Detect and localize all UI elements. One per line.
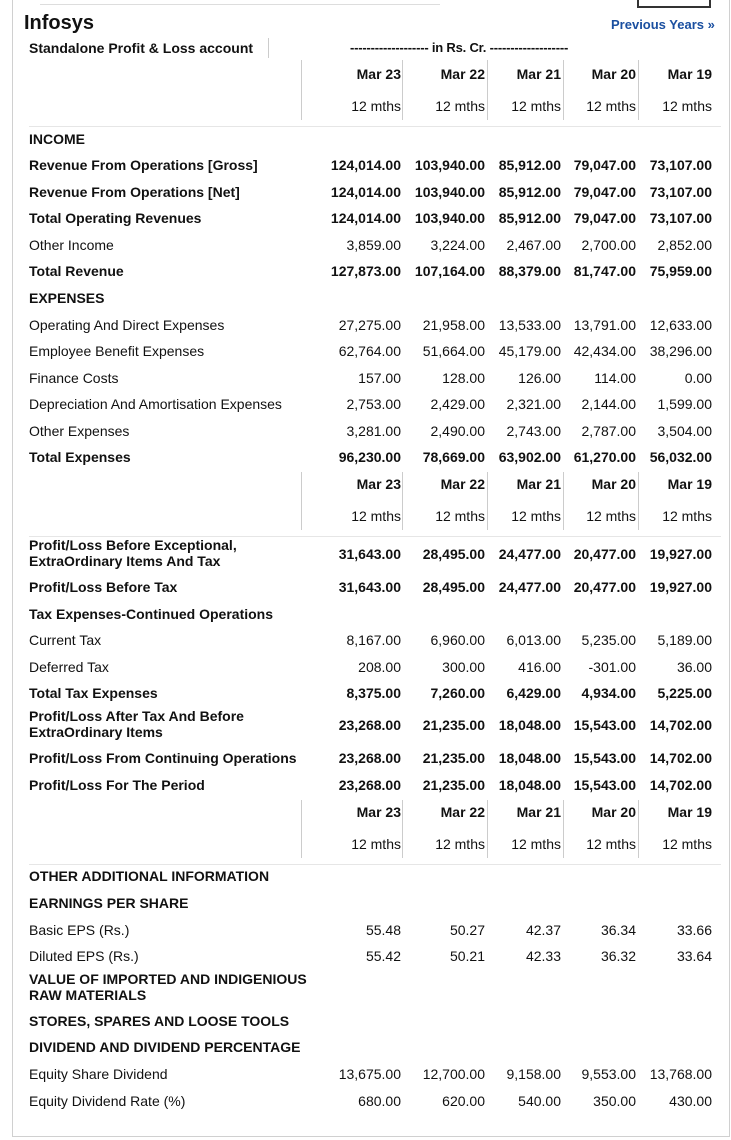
row-value: 38,296.00	[649, 343, 712, 359]
row-label: INCOME	[29, 131, 85, 147]
period-header: Mar 19	[667, 476, 712, 492]
row-value: 73,107.00	[649, 184, 712, 200]
row-value: -301.00	[588, 659, 636, 675]
title-divider	[268, 38, 269, 58]
row-value: 9,553.00	[581, 1066, 636, 1082]
period-header: Mar 22	[440, 804, 485, 820]
row-label: STORES, SPARES AND LOOSE TOOLS	[29, 1013, 290, 1029]
row-value: 14,702.00	[649, 717, 712, 733]
row-value: 45,179.00	[498, 343, 561, 359]
header-rule	[29, 864, 721, 865]
row-label: Tax Expenses-Continued Operations	[29, 606, 274, 622]
row-value: 33.64	[676, 948, 712, 964]
row-value: 23,268.00	[338, 777, 401, 793]
row-value: 50.27	[449, 922, 485, 938]
table-row	[29, 422, 721, 440]
row-value: 2,490.00	[430, 423, 485, 439]
duration-header: 12 mths	[435, 508, 485, 524]
row-value: 51,664.00	[422, 343, 485, 359]
row-value: 3,224.00	[430, 237, 485, 253]
row-label: Total Expenses	[29, 449, 131, 465]
row-label: Equity Share Dividend	[29, 1066, 168, 1082]
duration-header: 12 mths	[351, 98, 401, 114]
row-value: 128.00	[442, 370, 485, 386]
row-value: 19,927.00	[649, 546, 712, 562]
row-value: 79,047.00	[573, 184, 636, 200]
row-label: Diluted EPS (Rs.)	[29, 948, 139, 964]
table-row	[29, 921, 721, 939]
row-value: 13,768.00	[649, 1066, 712, 1082]
table-row	[29, 776, 721, 794]
table-row	[29, 1092, 721, 1110]
row-value: 18,048.00	[498, 750, 561, 766]
row-value: 50.21	[449, 948, 485, 964]
row-value: 2,144.00	[581, 396, 636, 412]
duration-header: 12 mths	[662, 98, 712, 114]
row-value: 27,275.00	[338, 317, 401, 333]
row-value: 15,543.00	[573, 777, 636, 793]
table-row	[29, 209, 721, 227]
row-label: Basic EPS (Rs.)	[29, 922, 130, 938]
row-label: Deferred Tax	[29, 659, 109, 675]
table-row	[29, 971, 721, 1005]
table-row	[29, 130, 721, 148]
table-row	[29, 395, 721, 413]
row-value: 13,533.00	[498, 317, 561, 333]
row-value: 23,268.00	[338, 717, 401, 733]
row-label: Profit/Loss Before Tax	[29, 579, 178, 595]
period-header: Mar 23	[356, 476, 401, 492]
row-value: 23,268.00	[338, 750, 401, 766]
row-value: 127,873.00	[330, 263, 401, 279]
row-value: 36.34	[600, 922, 636, 938]
row-value: 15,543.00	[573, 717, 636, 733]
row-value: 2,321.00	[506, 396, 561, 412]
row-value: 31,643.00	[338, 546, 401, 562]
row-value: 24,477.00	[498, 579, 561, 595]
duration-header: 12 mths	[435, 98, 485, 114]
row-value: 28,495.00	[422, 546, 485, 562]
row-label: Current Tax	[29, 632, 102, 648]
row-label: Finance Costs	[29, 370, 119, 386]
duration-header: 12 mths	[662, 508, 712, 524]
table-row	[29, 236, 721, 254]
row-value: 5,225.00	[657, 685, 712, 701]
row-value: 85,912.00	[498, 210, 561, 226]
top-divider	[40, 0, 440, 5]
row-value: 88,379.00	[498, 263, 561, 279]
row-value: 350.00	[593, 1093, 636, 1109]
row-value: 15,543.00	[573, 750, 636, 766]
row-value: 24,477.00	[498, 546, 561, 562]
row-value: 28,495.00	[422, 579, 485, 595]
row-value: 7,260.00	[430, 685, 485, 701]
period-header: Mar 22	[440, 66, 485, 82]
row-value: 75,959.00	[649, 263, 712, 279]
row-value: 14,702.00	[649, 750, 712, 766]
row-value: 430.00	[669, 1093, 712, 1109]
row-value: 63,902.00	[498, 449, 561, 465]
row-value: 20,477.00	[573, 579, 636, 595]
row-value: 416.00	[518, 659, 561, 675]
row-value: 8,375.00	[346, 685, 401, 701]
duration-header: 12 mths	[662, 836, 712, 852]
row-label: EARNINGS PER SHARE	[29, 895, 189, 911]
row-value: 6,429.00	[506, 685, 561, 701]
row-value: 20,477.00	[573, 546, 636, 562]
row-value: 3,504.00	[657, 423, 712, 439]
row-value: 2,429.00	[430, 396, 485, 412]
table-row	[29, 947, 721, 965]
row-value: 107,164.00	[414, 263, 485, 279]
statement-title: Standalone Profit & Loss account	[29, 40, 254, 56]
table-row	[29, 578, 721, 596]
row-value: 62,764.00	[338, 343, 401, 359]
period-header: Mar 23	[356, 804, 401, 820]
row-value: 3,859.00	[346, 237, 401, 253]
row-value: 33.66	[676, 922, 712, 938]
row-value: 79,047.00	[573, 210, 636, 226]
table-row	[29, 867, 721, 885]
row-value: 103,940.00	[414, 184, 485, 200]
table-row	[29, 1038, 721, 1056]
row-label: Profit/Loss After Tax And Before ExtraOrdinary Items	[29, 708, 244, 740]
row-label: Employee Benefit Expenses	[29, 343, 205, 359]
row-value: 620.00	[442, 1093, 485, 1109]
table-row	[29, 605, 721, 623]
row-label: EXPENSES	[29, 290, 105, 306]
row-value: 126.00	[518, 370, 561, 386]
row-value: 56,032.00	[649, 449, 712, 465]
row-value: 19,927.00	[649, 579, 712, 595]
row-value: 36.32	[600, 948, 636, 964]
header-rule	[29, 126, 721, 127]
row-value: 103,940.00	[414, 210, 485, 226]
period-header: Mar 19	[667, 804, 712, 820]
duration-header-row	[29, 98, 721, 114]
row-value: 680.00	[358, 1093, 401, 1109]
row-value: 21,958.00	[422, 317, 485, 333]
row-value: 540.00	[518, 1093, 561, 1109]
table-row	[29, 369, 721, 387]
row-value: 21,235.00	[422, 717, 485, 733]
row-value: 6,013.00	[506, 632, 561, 648]
period-header: Mar 23	[356, 66, 401, 82]
row-label: OTHER ADDITIONAL INFORMATION	[29, 868, 270, 884]
row-label: Revenue From Operations [Gross]	[29, 157, 258, 173]
row-value: 114.00	[594, 370, 636, 386]
table-row	[29, 631, 721, 649]
duration-header: 12 mths	[586, 836, 636, 852]
table-row	[29, 1065, 721, 1083]
table-row	[29, 156, 721, 174]
row-value: 55.42	[365, 948, 401, 964]
row-value: 6,960.00	[430, 632, 485, 648]
row-value: 42.37	[525, 922, 561, 938]
period-header: Mar 20	[591, 66, 636, 82]
row-value: 73,107.00	[649, 210, 712, 226]
duration-header: 12 mths	[435, 836, 485, 852]
period-header-row	[29, 804, 721, 820]
duration-header: 12 mths	[351, 508, 401, 524]
row-value: 14,702.00	[649, 777, 712, 793]
table-row	[29, 537, 721, 571]
row-value: 124,014.00	[330, 184, 401, 200]
period-header: Mar 21	[516, 66, 561, 82]
duration-header: 12 mths	[351, 836, 401, 852]
duration-header-row	[29, 836, 721, 852]
period-header: Mar 22	[440, 476, 485, 492]
row-label: Operating And Direct Expenses	[29, 317, 225, 333]
row-value: 1,599.00	[657, 396, 712, 412]
table-row	[29, 262, 721, 280]
period-header: Mar 21	[516, 804, 561, 820]
row-value: 36.00	[676, 659, 712, 675]
period-header: Mar 21	[516, 476, 561, 492]
row-value: 208.00	[358, 659, 401, 675]
row-label: Total Revenue	[29, 263, 124, 279]
row-value: 0.00	[684, 370, 712, 386]
row-value: 124,014.00	[330, 157, 401, 173]
row-value: 13,791.00	[573, 317, 636, 333]
row-value: 55.48	[365, 922, 401, 938]
period-header: Mar 20	[591, 476, 636, 492]
period-header-row	[29, 476, 721, 492]
duration-header: 12 mths	[586, 508, 636, 524]
row-value: 12,633.00	[649, 317, 712, 333]
table-row	[29, 684, 721, 702]
table-row	[29, 1012, 721, 1030]
row-label: DIVIDEND AND DIVIDEND PERCENTAGE	[29, 1039, 301, 1055]
row-label: Total Tax Expenses	[29, 685, 158, 701]
row-label: Profit/Loss For The Period	[29, 777, 205, 793]
company-title: Infosys	[24, 12, 95, 34]
row-value: 61,270.00	[573, 449, 636, 465]
row-value: 103,940.00	[414, 157, 485, 173]
row-value: 124,014.00	[330, 210, 401, 226]
row-value: 85,912.00	[498, 184, 561, 200]
row-label: Total Operating Revenues	[29, 210, 202, 226]
row-value: 2,700.00	[581, 237, 636, 253]
row-label: VALUE OF IMPORTED AND INDIGENIOUS RAW MATERIALS	[29, 971, 307, 1003]
table-row	[29, 448, 721, 466]
table-row	[29, 342, 721, 360]
row-value: 13,675.00	[338, 1066, 401, 1082]
row-value: 18,048.00	[498, 717, 561, 733]
period-header: Mar 20	[591, 804, 636, 820]
row-label: Other Expenses	[29, 423, 130, 439]
table-row	[29, 289, 721, 307]
duration-header: 12 mths	[511, 508, 561, 524]
row-value: 9,158.00	[506, 1066, 561, 1082]
table-row	[29, 749, 721, 767]
row-value: 73,107.00	[649, 157, 712, 173]
period-header-row	[29, 66, 721, 82]
row-value: 2,743.00	[506, 423, 561, 439]
row-value: 81,747.00	[573, 263, 636, 279]
previous-years-link[interactable]: Previous Years »	[611, 17, 715, 32]
row-value: 42,434.00	[573, 343, 636, 359]
table-row	[29, 316, 721, 334]
row-value: 8,167.00	[346, 632, 401, 648]
row-label: Profit/Loss From Continuing Operations	[29, 750, 297, 766]
units-label: ------------------- in Rs. Cr. -------------------	[350, 40, 569, 55]
row-value: 12,700.00	[422, 1066, 485, 1082]
row-value: 300.00	[442, 659, 485, 675]
row-value: 2,852.00	[657, 237, 712, 253]
row-value: 21,235.00	[422, 777, 485, 793]
row-value: 42.33	[525, 948, 561, 964]
duration-header: 12 mths	[511, 836, 561, 852]
row-label: Equity Dividend Rate (%)	[29, 1093, 186, 1109]
duration-header: 12 mths	[511, 98, 561, 114]
period-header: Mar 19	[667, 66, 712, 82]
row-value: 96,230.00	[338, 449, 401, 465]
row-label: Revenue From Operations [Net]	[29, 184, 240, 200]
row-value: 21,235.00	[422, 750, 485, 766]
row-label: Depreciation And Amortisation Expenses	[29, 396, 282, 412]
row-value: 5,189.00	[657, 632, 712, 648]
table-row	[29, 183, 721, 201]
duration-header-row	[29, 508, 721, 524]
row-value: 2,753.00	[346, 396, 401, 412]
row-value: 79,047.00	[573, 157, 636, 173]
top-box	[637, 0, 711, 8]
row-value: 5,235.00	[581, 632, 636, 648]
row-value: 78,669.00	[422, 449, 485, 465]
duration-header: 12 mths	[586, 98, 636, 114]
row-value: 31,643.00	[338, 579, 401, 595]
row-value: 4,934.00	[581, 685, 636, 701]
table-row	[29, 894, 721, 912]
row-label: Other Income	[29, 237, 114, 253]
row-value: 2,467.00	[506, 237, 561, 253]
row-value: 2,787.00	[581, 423, 636, 439]
table-row	[29, 708, 721, 742]
row-label: Profit/Loss Before Exceptional, ExtraOrdinary Items And Tax	[29, 537, 237, 569]
row-value: 3,281.00	[346, 423, 401, 439]
row-value: 85,912.00	[498, 157, 561, 173]
table-row	[29, 658, 721, 676]
row-value: 157.00	[358, 370, 401, 386]
row-value: 18,048.00	[498, 777, 561, 793]
